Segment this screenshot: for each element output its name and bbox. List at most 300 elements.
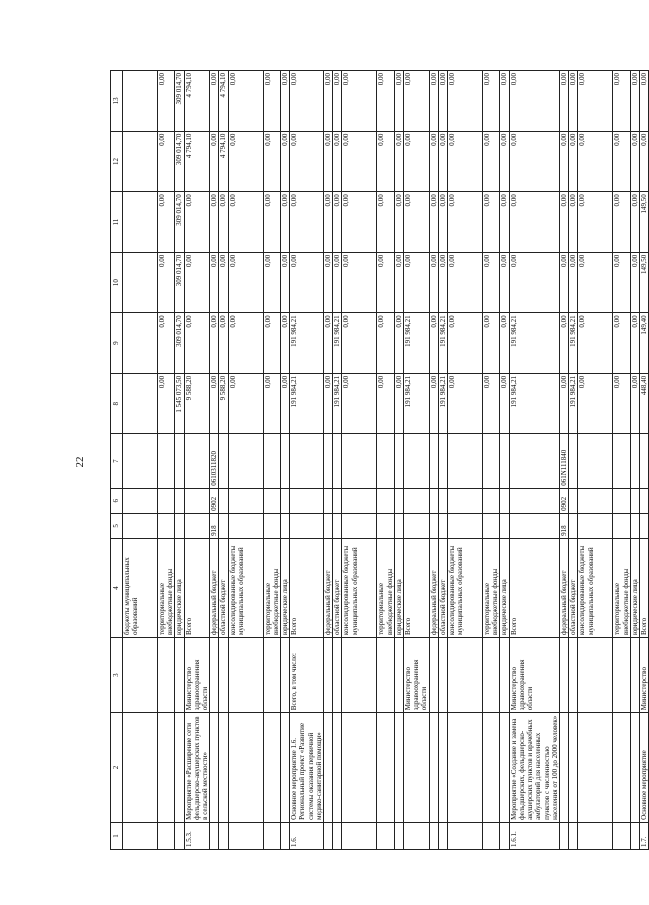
amount-cell: 0,00 (228, 373, 263, 434)
table-row (175, 71, 184, 850)
amount-cell: 0,00 (578, 252, 613, 313)
row-number-cell (219, 822, 228, 849)
row-number-cell (613, 822, 630, 849)
amount-cell: 309 014,70 (175, 131, 184, 192)
amount-cell: 0,00 (448, 313, 483, 374)
code-section-cell (509, 488, 559, 513)
amount-cell: 0,00 (158, 131, 175, 192)
executor-cell (342, 638, 377, 713)
amount-cell: 0,00 (333, 131, 342, 192)
funding-source-cell: областной бюджет (333, 538, 342, 637)
executor-cell (394, 638, 403, 713)
header-cell: 1 (111, 822, 123, 849)
table-row (500, 71, 509, 850)
activity-name-cell (228, 713, 263, 823)
amount-cell: 0,00 (394, 71, 403, 132)
amount-cell: 0,00 (394, 252, 403, 313)
funding-source-cell: бюджеты муниципальных образований (123, 538, 158, 637)
activity-name-cell (559, 713, 568, 823)
code-section-cell (404, 488, 430, 513)
code-grbs-cell (263, 513, 280, 538)
code-section-cell (630, 488, 639, 513)
table-row (158, 71, 175, 850)
amount-cell: 0,00 (578, 373, 613, 434)
code-section-cell (569, 488, 578, 513)
amount-cell: 0,00 (333, 252, 342, 313)
code-grbs-cell (377, 513, 394, 538)
code-target-cell (290, 434, 324, 488)
amount-cell: 0,00 (613, 373, 630, 434)
amount-cell: 0,00 (184, 252, 210, 313)
amount-cell: 0,00 (324, 373, 333, 434)
amount-cell: 0,00 (158, 192, 175, 253)
amount-cell: 0,00 (569, 252, 578, 313)
amount-cell: 191 984,21 (509, 373, 559, 434)
code-target-cell (578, 434, 613, 488)
code-section-cell (263, 488, 280, 513)
amount-cell: 0,00 (438, 252, 447, 313)
amount-cell: 191 984,21 (509, 313, 559, 374)
code-target-cell (639, 434, 648, 488)
row-number-cell (342, 822, 377, 849)
table-row (578, 71, 613, 850)
table-row (324, 71, 333, 850)
row-number-cell (630, 822, 639, 849)
table-row (613, 71, 630, 850)
header-cell: 12 (111, 131, 123, 192)
row-number-cell: 1.5.3. (184, 822, 210, 849)
activity-name-cell (210, 713, 219, 823)
amount-cell: 0,00 (578, 313, 613, 374)
table-row (569, 71, 578, 850)
amount-cell: 0,00 (569, 192, 578, 253)
amount-cell: 0,00 (342, 131, 377, 192)
amount-cell: 0,00 (429, 373, 438, 434)
amount-cell: 448,40 (639, 373, 648, 434)
activity-name-cell (158, 713, 175, 823)
executor-cell: Всего, в том числе: (290, 638, 324, 713)
funding-source-cell: Всего (184, 538, 210, 637)
amount-cell: 0,00 (613, 313, 630, 374)
funding-source-cell: федеральный бюджет (559, 538, 568, 637)
amount-cell: 0,00 (158, 71, 175, 132)
code-target-cell (394, 434, 403, 488)
amount-cell: 0,00 (263, 71, 280, 132)
activity-name-cell (342, 713, 377, 823)
code-grbs-cell (483, 513, 500, 538)
funding-source-cell: консолидированные бюджеты муниципальных образований (578, 538, 613, 637)
code-target-cell (342, 434, 377, 488)
code-section-cell (448, 488, 483, 513)
amount-cell: 0,00 (630, 71, 639, 132)
amount-cell: 0,00 (429, 252, 438, 313)
activity-name-cell: Мероприятие «Расширение сети фельдшерско-акушерских пунктов в сельской местности» (184, 713, 210, 823)
amount-cell: 0,00 (578, 192, 613, 253)
amount-cell: 4 794,10 (184, 131, 210, 192)
header-cell: 2 (111, 713, 123, 823)
amount-cell: 191 984,21 (569, 373, 578, 434)
row-number-cell (333, 822, 342, 849)
amount-cell: 0,00 (263, 131, 280, 192)
code-section-cell (394, 488, 403, 513)
funding-source-cell: территориальные внебюджетные фонды (263, 538, 280, 637)
amount-cell: 9 588,20 (184, 373, 210, 434)
amount-cell: 0,00 (429, 192, 438, 253)
activity-name-cell (377, 713, 394, 823)
amount-cell: 0,00 (219, 192, 228, 253)
amount-cell: 0,00 (509, 192, 559, 253)
row-number-cell (210, 822, 219, 849)
activity-name-cell: Мероприятие «Создание и замена фельдшерских, фельдшерско-акушерских пунктов и врачебных амбулаторий для населенных пунктов с численностью населения от 100 до 2000 человек» (509, 713, 559, 823)
funding-source-cell: Всего (509, 538, 559, 637)
activity-name-cell (175, 713, 184, 823)
funding-source-cell: Всего (639, 538, 648, 637)
code-grbs-cell (404, 513, 430, 538)
amount-cell: 191 984,21 (404, 313, 430, 374)
row-number-cell (377, 822, 394, 849)
code-grbs-cell (613, 513, 630, 538)
amount-cell: 0,00 (404, 131, 430, 192)
table-row (263, 71, 280, 850)
amount-cell: 0,00 (333, 192, 342, 253)
amount-cell: 0,00 (228, 252, 263, 313)
amount-cell: 0,00 (158, 373, 175, 434)
amount-cell: 0,00 (429, 71, 438, 132)
activity-name-cell (438, 713, 447, 823)
amount-cell: 0,00 (630, 373, 639, 434)
code-target-cell (429, 434, 438, 488)
amount-cell: 0,00 (324, 192, 333, 253)
amount-cell: 0,00 (500, 373, 509, 434)
row-number-cell (483, 822, 500, 849)
amount-cell: 0,00 (324, 252, 333, 313)
amount-cell: 4 794,10 (219, 131, 228, 192)
table-row (639, 71, 648, 850)
amount-cell: 0,00 (500, 313, 509, 374)
code-grbs-cell (342, 513, 377, 538)
activity-name-cell (263, 713, 280, 823)
code-grbs-cell (500, 513, 509, 538)
code-target-cell (219, 434, 228, 488)
header-cell: 10 (111, 252, 123, 313)
header-cell: 8 (111, 373, 123, 434)
amount-cell: 4 794,10 (184, 71, 210, 132)
amount-cell: 0,00 (281, 71, 290, 132)
amount-cell (123, 252, 158, 313)
funding-source-cell: областной бюджет (219, 538, 228, 637)
code-target-cell (123, 434, 158, 488)
amount-cell: 0,00 (639, 131, 648, 192)
row-number-cell (404, 822, 430, 849)
table-row (123, 71, 158, 850)
amount-cell: 0,00 (158, 313, 175, 374)
amount-cell: 0,00 (290, 252, 324, 313)
funding-source-cell: территориальные внебюджетные фонды (483, 538, 500, 637)
amount-cell: 0,00 (342, 313, 377, 374)
amount-cell: 0,00 (429, 313, 438, 374)
executor-cell (281, 638, 290, 713)
executor-cell (228, 638, 263, 713)
amount-cell: 0,00 (290, 131, 324, 192)
executor-cell (429, 638, 438, 713)
table-row (483, 71, 500, 850)
code-section-cell (123, 488, 158, 513)
amount-cell (123, 192, 158, 253)
amount-cell: 0,00 (394, 192, 403, 253)
code-target-cell (500, 434, 509, 488)
row-number-cell (123, 822, 158, 849)
code-target-cell (630, 434, 639, 488)
amount-cell: 0,00 (448, 71, 483, 132)
code-target-cell (569, 434, 578, 488)
activity-name-cell (630, 713, 639, 823)
funding-source-cell: областной бюджет (569, 538, 578, 637)
amount-cell: 0,00 (404, 192, 430, 253)
activity-name-cell (333, 713, 342, 823)
code-grbs-cell (333, 513, 342, 538)
header-cell: 7 (111, 434, 123, 488)
amount-cell: 0,00 (559, 192, 568, 253)
amount-cell: 0,00 (448, 131, 483, 192)
activity-name-cell (123, 713, 158, 823)
amount-cell: 0,00 (500, 252, 509, 313)
table-row (342, 71, 377, 850)
activity-name-cell (324, 713, 333, 823)
amount-cell: 0,00 (509, 71, 559, 132)
funding-source-cell: юридические лица (175, 538, 184, 637)
amount-cell: 0,00 (483, 71, 500, 132)
amount-cell: 0,00 (483, 131, 500, 192)
code-grbs-cell (429, 513, 438, 538)
amount-cell: 0,00 (263, 373, 280, 434)
funding-source-cell: консолидированные бюджеты муниципальных образований (342, 538, 377, 637)
executor-cell (158, 638, 175, 713)
code-target-cell: 061N111840 (559, 434, 568, 488)
code-target-cell (184, 434, 210, 488)
table-row (219, 71, 228, 850)
row-number-cell (175, 822, 184, 849)
amount-cell: 0,00 (219, 252, 228, 313)
activity-name-cell (404, 713, 430, 823)
budget-table (110, 70, 649, 850)
amount-cell: 0,00 (210, 252, 219, 313)
amount-cell (123, 373, 158, 434)
code-grbs-cell (394, 513, 403, 538)
amount-cell: 0,00 (263, 192, 280, 253)
code-section-cell: 0902 (559, 488, 568, 513)
amount-cell: 191 984,21 (404, 373, 430, 434)
table-row (404, 71, 430, 850)
code-grbs-cell (324, 513, 333, 538)
executor-cell: Министерство здравоохранения области (509, 638, 559, 713)
code-section-cell (219, 488, 228, 513)
executor-cell (448, 638, 483, 713)
code-grbs-cell (281, 513, 290, 538)
amount-cell: 0,00 (228, 313, 263, 374)
code-target-cell (483, 434, 500, 488)
amount-cell: 4 794,10 (219, 71, 228, 132)
code-section-cell (333, 488, 342, 513)
table-row (429, 71, 438, 850)
amount-cell: 0,00 (500, 71, 509, 132)
table-row (228, 71, 263, 850)
code-section-cell (639, 488, 648, 513)
row-number-cell (578, 822, 613, 849)
row-number-cell (569, 822, 578, 849)
funding-source-cell: территориальные внебюджетные фонды (377, 538, 394, 637)
funding-source-cell: консолидированные бюджеты муниципальных образований (228, 538, 263, 637)
amount-cell: 0,00 (500, 131, 509, 192)
amount-cell: 0,00 (184, 192, 210, 253)
amount-cell: 0,00 (509, 252, 559, 313)
code-grbs-cell (290, 513, 324, 538)
amount-cell: 0,00 (228, 192, 263, 253)
funding-source-cell: юридические лица (630, 538, 639, 637)
amount-cell: 0,00 (290, 71, 324, 132)
funding-source-cell: территориальные внебюджетные фонды (158, 538, 175, 637)
amount-cell (123, 313, 158, 374)
table-row (448, 71, 483, 850)
amount-cell: 0,00 (569, 71, 578, 132)
amount-cell: 0,00 (630, 131, 639, 192)
amount-cell: 0,00 (613, 71, 630, 132)
code-grbs-cell (448, 513, 483, 538)
amount-cell: 0,00 (483, 313, 500, 374)
amount-cell: 0,00 (324, 71, 333, 132)
code-grbs-cell (158, 513, 175, 538)
code-section-cell (324, 488, 333, 513)
amount-cell (123, 71, 158, 132)
budget-table-sheet (110, 70, 648, 850)
row-number-cell (438, 822, 447, 849)
executor-cell (377, 638, 394, 713)
header-cell: 9 (111, 313, 123, 374)
funding-source-cell: федеральный бюджет (324, 538, 333, 637)
row-number-cell (429, 822, 438, 849)
row-number-cell (228, 822, 263, 849)
activity-name-cell (578, 713, 613, 823)
amount-cell: 191 984,21 (333, 373, 342, 434)
activity-name-cell (613, 713, 630, 823)
table-row (333, 71, 342, 850)
executor-cell (630, 638, 639, 713)
header-cell: 13 (111, 71, 123, 132)
amount-cell: 0,00 (448, 252, 483, 313)
funding-source-cell: федеральный бюджет (210, 538, 219, 637)
code-section-cell (158, 488, 175, 513)
amount-cell: 0,00 (559, 313, 568, 374)
code-grbs-cell: 918 (210, 513, 219, 538)
amount-cell: 0,00 (342, 252, 377, 313)
code-grbs-cell (569, 513, 578, 538)
amount-cell: 0,00 (483, 373, 500, 434)
amount-cell: 0,00 (578, 71, 613, 132)
code-target-cell (281, 434, 290, 488)
amount-cell: 309 014,70 (175, 192, 184, 253)
table-row (377, 71, 394, 850)
code-section-cell (578, 488, 613, 513)
amount-cell: 0,00 (483, 252, 500, 313)
table-row (559, 71, 568, 850)
amount-cell: 0,00 (394, 313, 403, 374)
code-grbs-cell (184, 513, 210, 538)
executor-cell (613, 638, 630, 713)
amount-cell: 0,00 (613, 252, 630, 313)
amount-cell: 0,00 (377, 131, 394, 192)
amount-cell: 0,00 (559, 71, 568, 132)
code-target-cell (404, 434, 430, 488)
amount-cell: 191 984,21 (438, 313, 447, 374)
amount-cell: 149,40 (639, 313, 648, 374)
code-grbs-cell (219, 513, 228, 538)
code-target-cell (377, 434, 394, 488)
amount-cell: 0,00 (377, 71, 394, 132)
code-section-cell (500, 488, 509, 513)
header-cell: 11 (111, 192, 123, 253)
activity-name-cell (448, 713, 483, 823)
executor-cell: Министерство (639, 638, 648, 713)
code-section-cell (429, 488, 438, 513)
code-grbs-cell (639, 513, 648, 538)
amount-cell: 191 984,21 (290, 313, 324, 374)
table-row (630, 71, 639, 850)
amount-cell: 0,00 (639, 71, 648, 132)
amount-cell: 309 014,70 (175, 71, 184, 132)
row-number-cell (324, 822, 333, 849)
amount-cell: 0,00 (342, 192, 377, 253)
funding-source-cell: юридические лица (394, 538, 403, 637)
amount-cell: 309 014,70 (175, 313, 184, 374)
activity-name-cell (500, 713, 509, 823)
code-section-cell (290, 488, 324, 513)
amount-cell: 0,00 (559, 252, 568, 313)
header-row (111, 71, 123, 850)
executor-cell (333, 638, 342, 713)
amount-cell: 0,00 (613, 192, 630, 253)
amount-cell: 0,00 (281, 373, 290, 434)
code-target-cell (175, 434, 184, 488)
amount-cell: 191 984,21 (333, 313, 342, 374)
code-grbs-cell (175, 513, 184, 538)
executor-cell (263, 638, 280, 713)
activity-name-cell: Основное мероприятие (639, 713, 648, 823)
executor-cell (559, 638, 568, 713)
row-number-cell (559, 822, 568, 849)
amount-cell: 0,00 (342, 71, 377, 132)
activity-name-cell (281, 713, 290, 823)
amount-cell: 0,00 (630, 252, 639, 313)
executor-cell (210, 638, 219, 713)
amount-cell: 0,00 (210, 373, 219, 434)
amount-cell: 0,00 (184, 313, 210, 374)
code-target-cell (438, 434, 447, 488)
code-target-cell (509, 434, 559, 488)
table-row (281, 71, 290, 850)
amount-cell: 0,00 (281, 192, 290, 253)
row-number-cell: 1.7. (639, 822, 648, 849)
executor-cell (500, 638, 509, 713)
amount-cell: 0,00 (263, 252, 280, 313)
row-number-cell (500, 822, 509, 849)
activity-name-cell (429, 713, 438, 823)
amount-cell: 0,00 (404, 71, 430, 132)
executor-cell: Министерство здравоохранения области (404, 638, 430, 713)
executor-cell (483, 638, 500, 713)
amount-cell: 0,00 (559, 131, 568, 192)
executor-cell (578, 638, 613, 713)
code-grbs-cell (123, 513, 158, 538)
amount-cell: 0,00 (281, 131, 290, 192)
